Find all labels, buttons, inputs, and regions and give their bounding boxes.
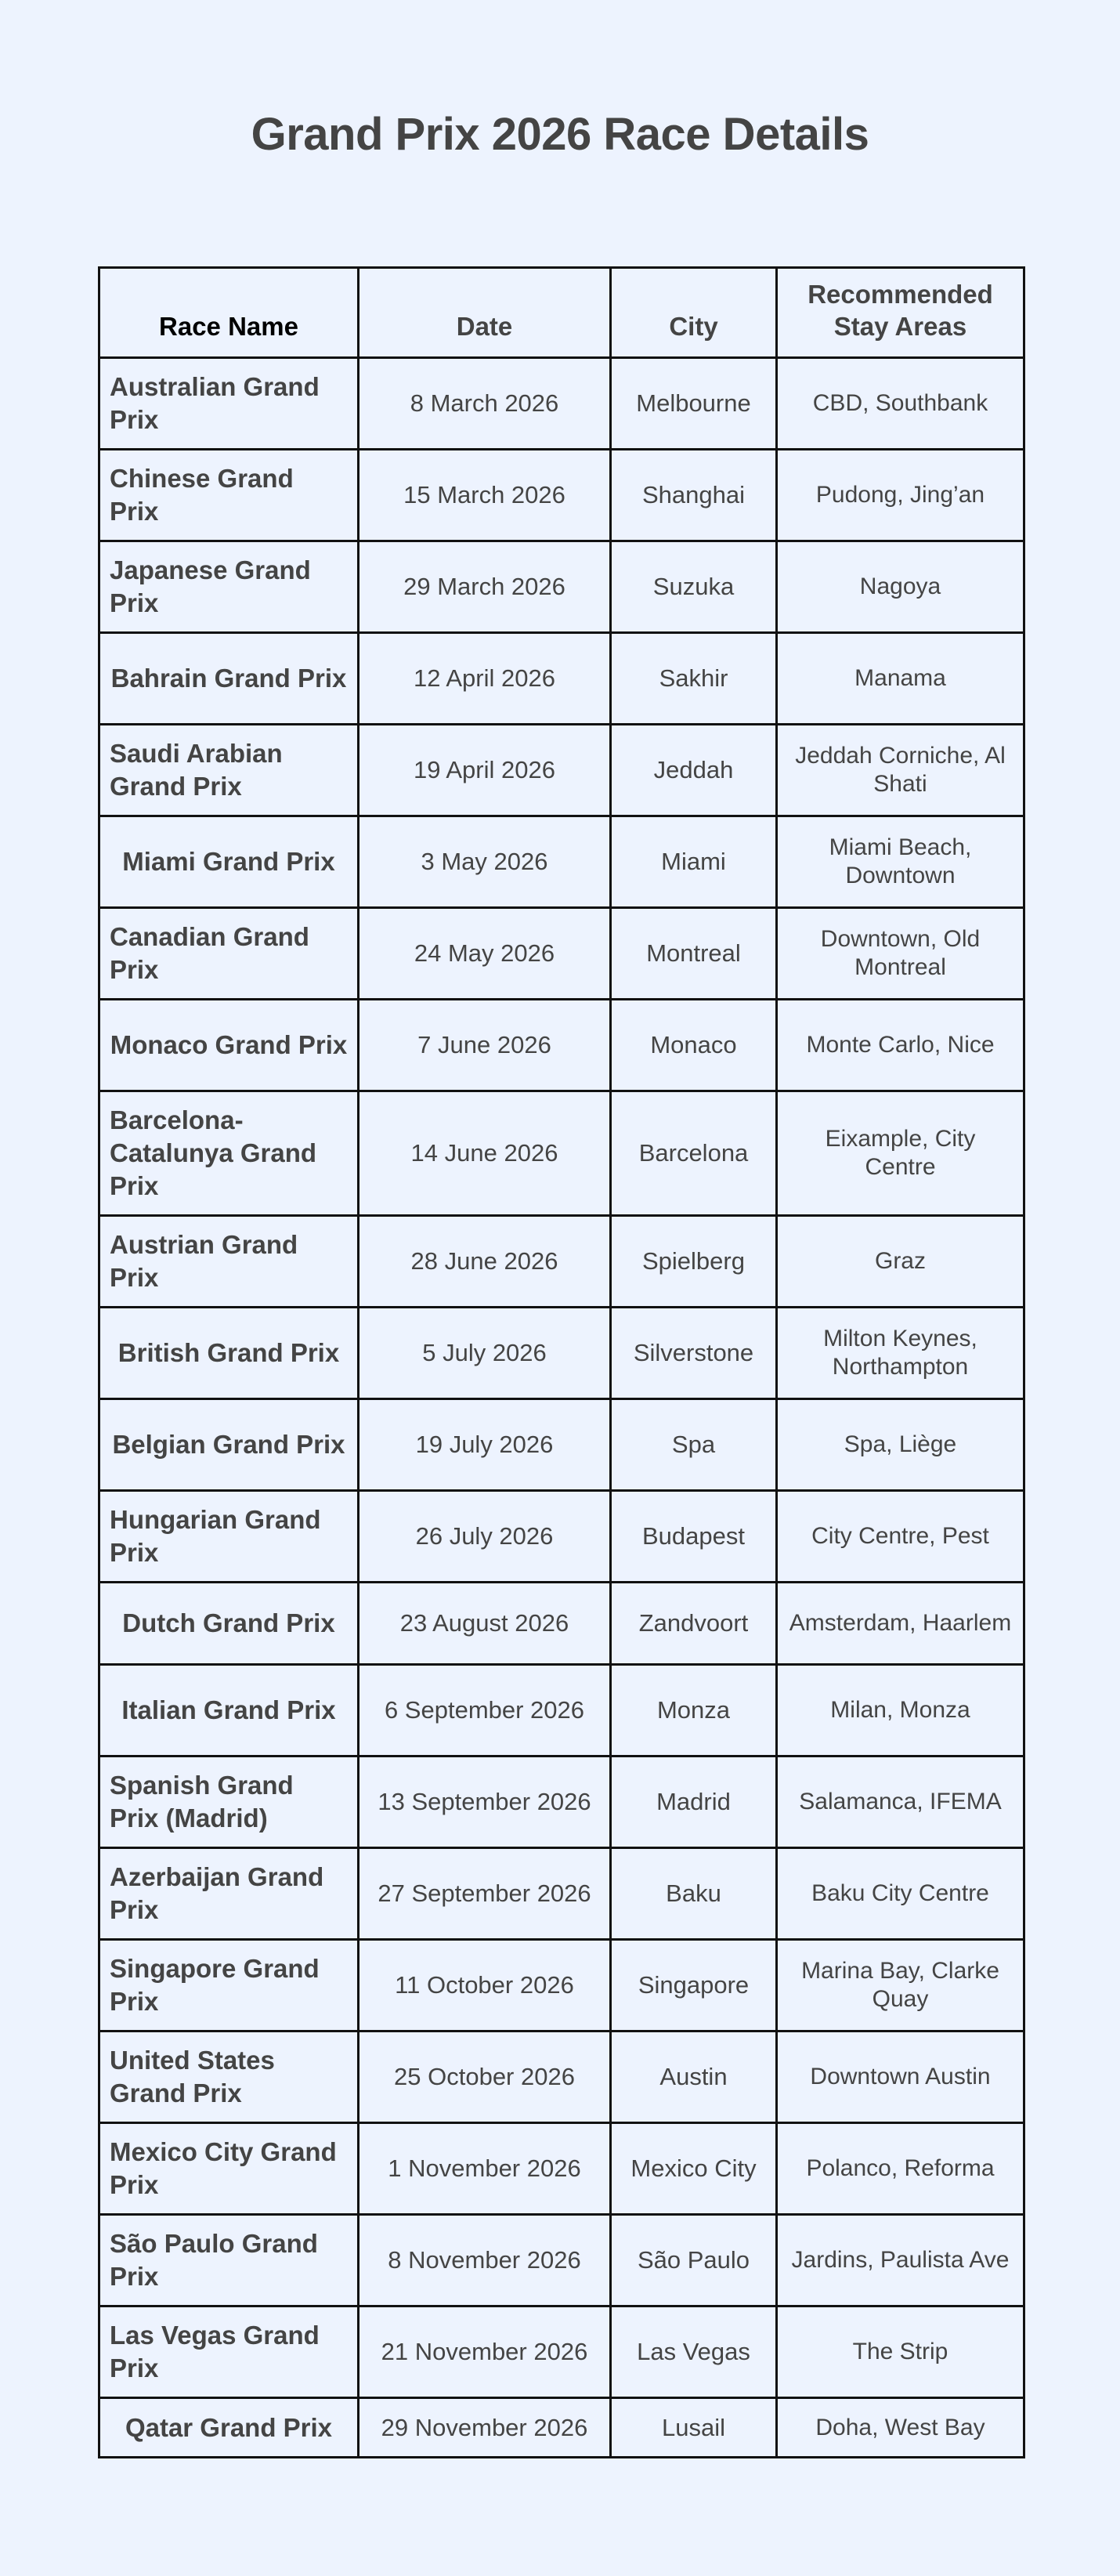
table-row xyxy=(99,1091,1024,1216)
race-name: Italian Grand Prix xyxy=(121,1695,336,1724)
city-cell: Monza xyxy=(611,1665,777,1757)
race-name-cell xyxy=(99,1308,359,1399)
city-cell: Mexico City xyxy=(611,2123,777,2215)
table-body xyxy=(99,358,1024,2458)
race-name-cell xyxy=(99,541,359,633)
race-name: Austrian Grand Prix xyxy=(110,1230,298,1292)
table-header xyxy=(99,268,1024,358)
date-cell: 14 June 2026 xyxy=(359,1091,611,1216)
race-name-cell xyxy=(99,1000,359,1091)
stay-areas-cell: Pudong, Jing’an xyxy=(777,450,1024,541)
table-row xyxy=(99,1308,1024,1399)
race-name-cell xyxy=(99,1091,359,1216)
table-row xyxy=(99,1848,1024,1940)
date-cell: 24 May 2026 xyxy=(359,908,611,1000)
table-row xyxy=(99,633,1024,725)
city-cell: Spa xyxy=(611,1399,777,1491)
table-row xyxy=(99,2306,1024,2398)
table-row xyxy=(99,2398,1024,2458)
table-row xyxy=(99,2123,1024,2215)
date-cell: 6 September 2026 xyxy=(359,1665,611,1757)
header-date: Date xyxy=(359,268,611,358)
stay-areas-cell: Nagoya xyxy=(777,541,1024,633)
race-name: São Paulo Grand Prix xyxy=(110,2229,318,2291)
race-name: Canadian Grand Prix xyxy=(110,922,309,984)
city-cell: Spielberg xyxy=(611,1216,777,1308)
table-row xyxy=(99,908,1024,1000)
race-name-cell xyxy=(99,816,359,908)
table-row xyxy=(99,1000,1024,1091)
race-name-cell xyxy=(99,1491,359,1583)
race-name-cell xyxy=(99,2398,359,2458)
date-cell: 21 November 2026 xyxy=(359,2306,611,2398)
stay-areas-cell: CBD, Southbank xyxy=(777,358,1024,450)
race-name: Barcelona-Catalunya Grand Prix xyxy=(110,1105,317,1200)
race-name: Hungarian Grand Prix xyxy=(110,1505,321,1567)
city-cell: Barcelona xyxy=(611,1091,777,1216)
city-cell: Lusail xyxy=(611,2398,777,2458)
date-cell: 29 March 2026 xyxy=(359,541,611,633)
race-name-cell xyxy=(99,2031,359,2123)
race-name-cell xyxy=(99,1665,359,1757)
city-cell: São Paulo xyxy=(611,2215,777,2306)
stay-areas-cell: Amsterdam, Haarlem xyxy=(777,1583,1024,1665)
table-row xyxy=(99,1757,1024,1848)
table-row xyxy=(99,1216,1024,1308)
stay-areas-cell: Manama xyxy=(777,633,1024,725)
city-cell: Las Vegas xyxy=(611,2306,777,2398)
race-name: Saudi Arabian Grand Prix xyxy=(110,739,283,801)
table-row xyxy=(99,541,1024,633)
stay-areas-cell: Jardins, Paulista Ave xyxy=(777,2215,1024,2306)
city-cell: Jeddah xyxy=(611,725,777,816)
city-cell: Austin xyxy=(611,2031,777,2123)
race-name-cell xyxy=(99,1848,359,1940)
race-name: Mexico City Grand Prix xyxy=(110,2137,337,2199)
race-name-cell xyxy=(99,1216,359,1308)
race-name-cell xyxy=(99,908,359,1000)
city-cell: Suzuka xyxy=(611,541,777,633)
stay-areas-cell: City Centre, Pest xyxy=(777,1491,1024,1583)
stay-areas-cell: Baku City Centre xyxy=(777,1848,1024,1940)
table-row xyxy=(99,725,1024,816)
race-name-cell xyxy=(99,725,359,816)
table-row xyxy=(99,2031,1024,2123)
race-name-cell xyxy=(99,1757,359,1848)
table-row xyxy=(99,1665,1024,1757)
table-row xyxy=(99,358,1024,450)
race-name: British Grand Prix xyxy=(117,1338,340,1367)
race-name: Bahrain Grand Prix xyxy=(110,664,347,693)
date-cell: 5 July 2026 xyxy=(359,1308,611,1399)
city-cell: Baku xyxy=(611,1848,777,1940)
race-details-table xyxy=(98,266,1025,2458)
stay-areas-cell: Jeddah Corniche, Al Shati xyxy=(777,725,1024,816)
date-cell: 25 October 2026 xyxy=(359,2031,611,2123)
city-cell: Silverstone xyxy=(611,1308,777,1399)
race-name: Australian Grand Prix xyxy=(110,372,320,434)
date-cell: 19 April 2026 xyxy=(359,725,611,816)
stay-areas-cell: Spa, Liège xyxy=(777,1399,1024,1491)
race-name: Chinese Grand Prix xyxy=(110,464,294,526)
race-name: Dutch Grand Prix xyxy=(122,1608,335,1637)
date-cell: 3 May 2026 xyxy=(359,816,611,908)
race-name: Japanese Grand Prix xyxy=(110,555,311,617)
stay-areas-cell: Graz xyxy=(777,1216,1024,1308)
race-name: Monaco Grand Prix xyxy=(110,1030,348,1059)
stay-areas-cell: Salamanca, IFEMA xyxy=(777,1757,1024,1848)
date-cell: 7 June 2026 xyxy=(359,1000,611,1091)
city-cell: Madrid xyxy=(611,1757,777,1848)
city-cell: Sakhir xyxy=(611,633,777,725)
stay-areas-cell: Doha, West Bay xyxy=(777,2398,1024,2458)
date-cell: 13 September 2026 xyxy=(359,1757,611,1848)
city-cell: Singapore xyxy=(611,1940,777,2031)
date-cell: 23 August 2026 xyxy=(359,1583,611,1665)
date-cell: 11 October 2026 xyxy=(359,1940,611,2031)
stay-areas-cell: Milton Keynes, Northampton xyxy=(777,1308,1024,1399)
stay-areas-cell: Milan, Monza xyxy=(777,1665,1024,1757)
stay-areas-cell: The Strip xyxy=(777,2306,1024,2398)
header-stay-areas: Recommended Stay Areas xyxy=(777,268,1024,358)
city-cell: Budapest xyxy=(611,1491,777,1583)
stay-areas-cell: Marina Bay, Clarke Quay xyxy=(777,1940,1024,2031)
race-name: Qatar Grand Prix xyxy=(125,2412,333,2442)
city-cell: Melbourne xyxy=(611,358,777,450)
race-name: Las Vegas Grand Prix xyxy=(110,2321,320,2382)
date-cell: 29 November 2026 xyxy=(359,2398,611,2458)
race-name-cell xyxy=(99,1399,359,1491)
table-row xyxy=(99,2215,1024,2306)
stay-areas-cell: Eixample, City Centre xyxy=(777,1091,1024,1216)
race-name: Spanish Grand Prix (Madrid) xyxy=(110,1771,294,1833)
race-name: Belgian Grand Prix xyxy=(112,1430,345,1459)
race-name-cell xyxy=(99,358,359,450)
city-cell: Monaco xyxy=(611,1000,777,1091)
table-row xyxy=(99,1491,1024,1583)
race-name-cell xyxy=(99,2123,359,2215)
stay-areas-cell: Polanco, Reforma xyxy=(777,2123,1024,2215)
date-cell: 26 July 2026 xyxy=(359,1491,611,1583)
city-cell: Shanghai xyxy=(611,450,777,541)
stay-areas-cell: Downtown, Old Montreal xyxy=(777,908,1024,1000)
date-cell: 8 November 2026 xyxy=(359,2215,611,2306)
city-cell: Miami xyxy=(611,816,777,908)
stay-areas-cell: Miami Beach, Downtown xyxy=(777,816,1024,908)
header-city: City xyxy=(611,268,777,358)
date-cell: 8 March 2026 xyxy=(359,358,611,450)
stay-areas-cell: Downtown Austin xyxy=(777,2031,1024,2123)
race-name-cell xyxy=(99,633,359,725)
city-cell: Montreal xyxy=(611,908,777,1000)
race-name: Azerbaijan Grand Prix xyxy=(110,1862,324,1924)
date-cell: 1 November 2026 xyxy=(359,2123,611,2215)
race-name-cell xyxy=(99,2306,359,2398)
race-name: Singapore Grand Prix xyxy=(110,1954,320,2016)
page-title: Grand Prix 2026 Race Details xyxy=(251,109,869,160)
table-row xyxy=(99,1583,1024,1665)
date-cell: 28 June 2026 xyxy=(359,1216,611,1308)
header-race-name: Race Name xyxy=(99,268,359,358)
race-name: Miami Grand Prix xyxy=(122,847,335,876)
table-row xyxy=(99,1399,1024,1491)
date-cell: 19 July 2026 xyxy=(359,1399,611,1491)
race-name-cell xyxy=(99,2215,359,2306)
city-cell: Zandvoort xyxy=(611,1583,777,1665)
date-cell: 15 March 2026 xyxy=(359,450,611,541)
table-row xyxy=(99,816,1024,908)
race-name-cell xyxy=(99,1940,359,2031)
race-name-cell xyxy=(99,1583,359,1665)
race-name: United States Grand Prix xyxy=(110,2046,275,2107)
date-cell: 27 September 2026 xyxy=(359,1848,611,1940)
stay-areas-cell: Monte Carlo, Nice xyxy=(777,1000,1024,1091)
header-row xyxy=(99,268,1024,358)
date-cell: 12 April 2026 xyxy=(359,633,611,725)
table-row xyxy=(99,450,1024,541)
race-name-cell xyxy=(99,450,359,541)
table-row xyxy=(99,1940,1024,2031)
